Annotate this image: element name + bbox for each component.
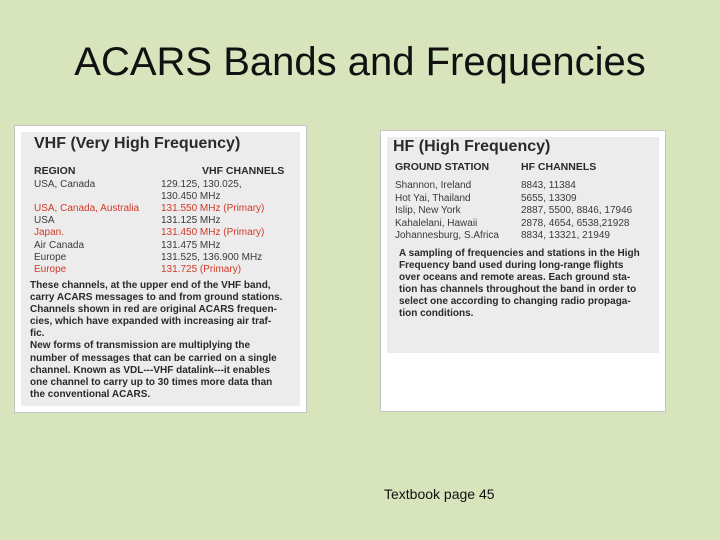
vhf-description-line: the conventional ACARS. <box>30 388 151 400</box>
vhf-description <box>30 280 282 401</box>
vhf-col-channels: VHF CHANNELS <box>202 165 285 177</box>
vhf-region-cell: USA <box>34 215 55 227</box>
vhf-description-line: Channels shown in red are original ACARS frequen- <box>30 304 277 316</box>
vhf-region-cell: Japan. <box>34 227 65 239</box>
hf-description-line: A sampling of frequencies and stations in the High <box>399 248 640 259</box>
vhf-channels-cell: 131.525, 136.900 MHz <box>161 251 263 263</box>
vhf-title: VHF (Very High Frequency) <box>34 135 241 152</box>
vhf-description-line: These channels, at the upper end of the VHF band, <box>30 280 271 291</box>
hf-channels-cell: 2878, 4654, 6538,21928 <box>521 217 630 229</box>
hf-panel <box>380 130 666 412</box>
hf-description-line: tion has channels throughout the band in order to <box>399 284 637 296</box>
hf-station-cell: Islip, New York <box>395 205 461 217</box>
hf-description-line: tion conditions. <box>399 308 474 320</box>
vhf-panel <box>14 125 307 413</box>
hf-channels-cell: 5655, 13309 <box>521 192 577 204</box>
vhf-description-line: carry ACARS messages to and from ground stations. <box>30 292 283 304</box>
vhf-description-line: one channel to carry up to 30 times more data than <box>30 376 273 388</box>
vhf-description-line: cies, which have expanded with increasing air traf- <box>30 316 272 328</box>
vhf-channels-cell: 131.475 MHz <box>161 239 221 251</box>
vhf-panel-inner <box>21 132 300 406</box>
hf-description <box>399 248 640 321</box>
vhf-channels-cell: 131.725 (Primary) <box>161 263 242 275</box>
hf-col-channels: HF CHANNELS <box>521 161 597 173</box>
vhf-description-line: fic. <box>30 328 45 340</box>
slide-title: ACARS Bands and Frequencies <box>74 40 646 84</box>
hf-description-line: select one according to changing radio propaga- <box>399 296 631 308</box>
hf-description-line: Frequency band used during long-range flights <box>399 260 624 272</box>
vhf-channels-cell: 130.450 MHz <box>161 191 221 203</box>
hf-station-cell: Shannon, Ireland <box>395 180 472 191</box>
vhf-region-cell: Europe <box>34 263 67 275</box>
vhf-region-cell: USA, Canada <box>34 179 96 190</box>
hf-panel-inner <box>387 137 659 353</box>
hf-description-line: over oceans and remote areas. Each ground sta- <box>399 272 631 284</box>
caption: Textbook page 45 <box>384 486 495 502</box>
vhf-description-line: number of messages that can be carried on a single <box>30 352 277 364</box>
hf-col-station: GROUND STATION <box>395 161 490 173</box>
vhf-region-cell: USA, Canada, Australia <box>34 203 140 215</box>
vhf-region-cell: Air Canada <box>34 239 85 251</box>
hf-channels-cell: 2887, 5500, 8846, 17946 <box>521 205 633 217</box>
hf-station-cell: Hot Yai, Thailand <box>395 192 471 204</box>
vhf-channels-cell: 129.125, 130.025, <box>161 179 242 190</box>
hf-channels-cell: 8843, 11384 <box>521 180 576 191</box>
vhf-channels-cell: 131.125 MHz <box>161 215 221 227</box>
hf-station-cell: Kahalelani, Hawaii <box>395 217 478 229</box>
vhf-description-line: channel. Known as VDL---VHF datalink---it enables <box>30 364 271 376</box>
hf-station-cell: Johannesburg, S.Africa <box>395 230 499 242</box>
vhf-channels-cell: 131.450 MHz (Primary) <box>161 227 265 239</box>
hf-channels-cell: 8834, 13321, 21949 <box>521 230 610 242</box>
vhf-col-region: REGION <box>34 165 76 177</box>
vhf-description-line: New forms of transmission are multiplying the <box>30 340 251 352</box>
vhf-region-cell: Europe <box>34 251 67 263</box>
hf-title: HF (High Frequency) <box>393 138 551 155</box>
vhf-channels-cell: 131.550 MHz (Primary) <box>161 203 265 215</box>
